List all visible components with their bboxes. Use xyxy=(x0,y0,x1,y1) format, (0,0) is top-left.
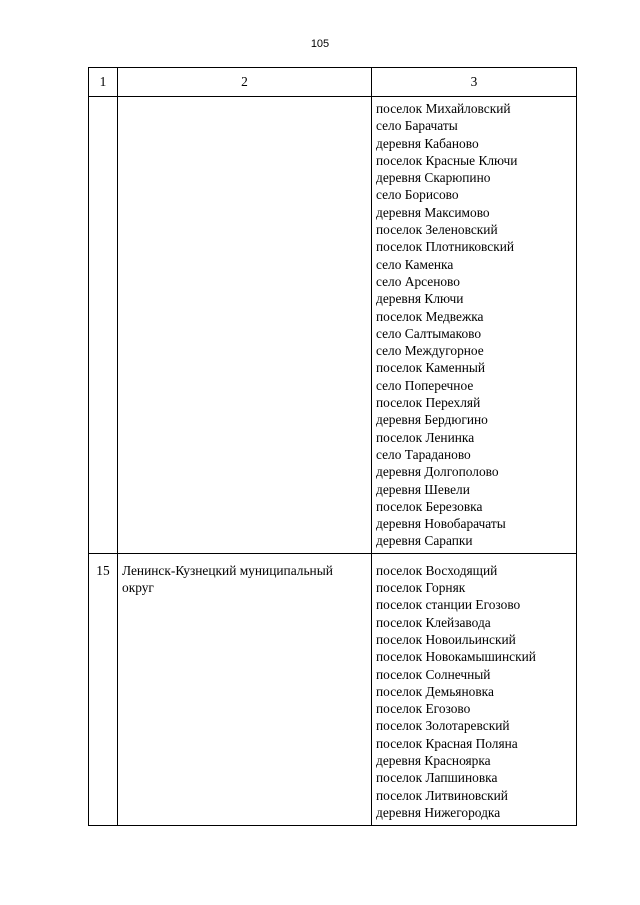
settlement-item: поселок Золотаревский xyxy=(376,718,510,734)
settlement-item: деревня Скарюпино xyxy=(376,170,491,186)
settlement-item: поселок Каменный xyxy=(376,360,486,376)
settlement-item: поселок станции Егозово xyxy=(376,597,521,613)
header-col-2: 2 xyxy=(118,68,372,97)
table-header-row xyxy=(89,68,577,97)
settlement-item: поселок Новоильинский xyxy=(376,631,516,647)
header-col-1: 1 xyxy=(89,68,118,97)
settlement-item: село Салтымаково xyxy=(376,325,482,341)
settlement-item: село Междугорное xyxy=(376,343,484,359)
settlement-item: деревня Красноярка xyxy=(376,752,491,768)
settlement-item: поселок Горняк xyxy=(376,580,466,596)
settlement-item: поселок Перехляй xyxy=(376,395,481,411)
settlement-item: поселок Клейзавода xyxy=(376,614,491,630)
settlement-item: поселок Плотниковский xyxy=(376,239,515,255)
settlement-item: деревня Максимово xyxy=(376,204,490,220)
settlement-item: деревня Нижегородка xyxy=(376,804,501,820)
settlement-item: поселок Зеленовский xyxy=(376,222,498,238)
settlement-item: село Арсеново xyxy=(376,273,460,289)
settlement-item: поселок Михайловский xyxy=(376,101,511,116)
settlement-item: поселок Восходящий xyxy=(376,562,498,578)
settlement-item: поселок Солнечный xyxy=(376,666,491,682)
page-number: 105 xyxy=(310,38,330,50)
settlement-item: село Каменка xyxy=(376,256,454,272)
settlement-item: поселок Демьяновка xyxy=(376,683,494,699)
settlement-item: село Поперечное xyxy=(376,377,474,393)
row-number: 15 xyxy=(89,553,118,825)
settlement-item: деревня Долгополово xyxy=(376,464,499,480)
settlement-item: деревня Сарапки xyxy=(376,533,473,549)
header-col-3: 3 xyxy=(372,68,577,97)
settlement-item: поселок Медвежка xyxy=(376,308,484,324)
settlement-item: деревня Кабаново xyxy=(376,135,479,151)
district-name xyxy=(118,97,372,554)
settlement-item: село Тараданово xyxy=(376,446,471,462)
settlement-item: поселок Красная Поляна xyxy=(376,735,518,751)
settlement-item: деревня Бердюгино xyxy=(376,412,488,428)
settlement-item: поселок Новокамышинский xyxy=(376,649,536,665)
settlements-table xyxy=(88,67,577,826)
settlement-item: деревня Шевели xyxy=(376,481,470,497)
settlement-item: поселок Березовка xyxy=(376,498,483,514)
settlements-list xyxy=(372,97,577,554)
settlement-item: поселок Ленинка xyxy=(376,429,475,445)
settlement-item: поселок Лапшиновка xyxy=(376,770,498,786)
settlement-item: село Борисово xyxy=(376,187,459,203)
settlement-item: село Барачаты xyxy=(376,118,458,134)
table-body xyxy=(89,97,577,826)
table-row xyxy=(89,553,577,825)
district-name: Ленинск-Кузнецкий муниципальный округ xyxy=(118,553,372,825)
settlement-item: деревня Ключи xyxy=(376,291,464,307)
settlement-item: деревня Новобарачаты xyxy=(376,516,506,532)
settlement-item: поселок Егозово xyxy=(376,701,471,717)
settlement-item: поселок Красные Ключи xyxy=(376,152,518,168)
row-number xyxy=(89,97,118,554)
settlements-list xyxy=(372,553,577,825)
settlement-item: поселок Литвиновский xyxy=(376,787,508,803)
table-row xyxy=(89,97,577,554)
